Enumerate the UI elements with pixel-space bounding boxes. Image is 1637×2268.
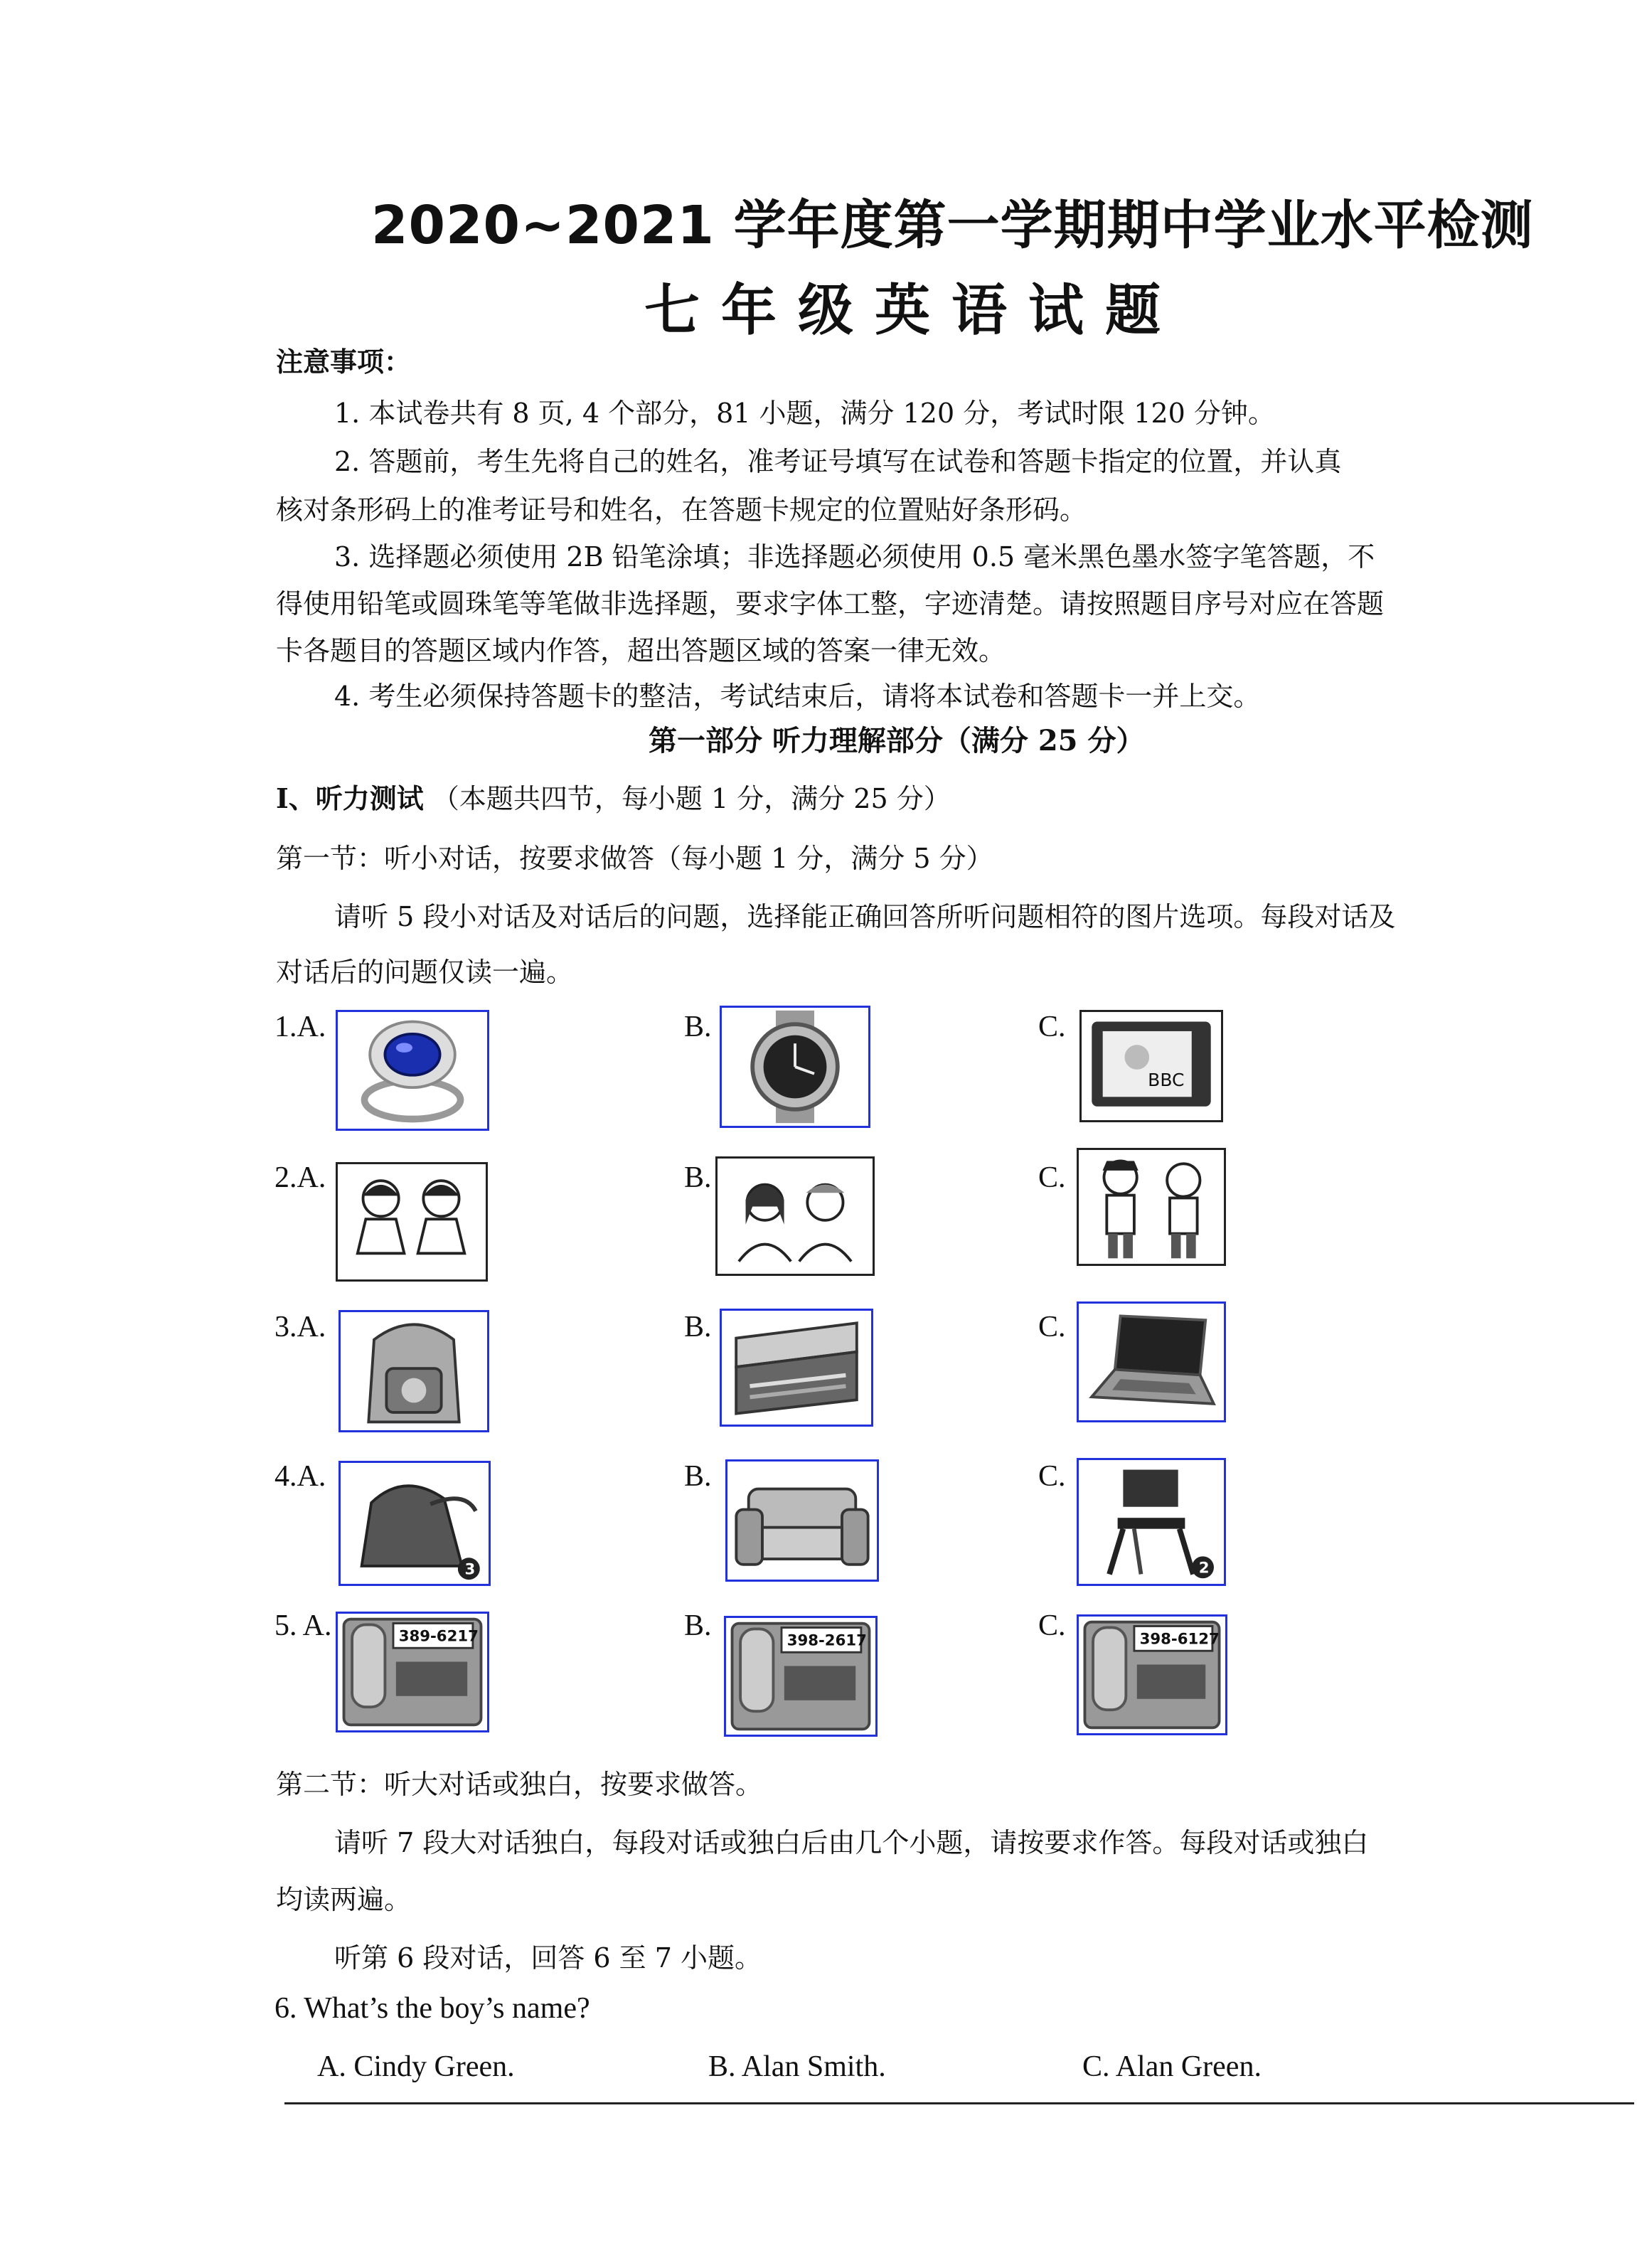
section-note: （本题共四节，每小题 1 分，满分 25 分） <box>432 783 951 814</box>
footer-divider <box>284 2102 1634 2104</box>
option-label: C. <box>1038 1311 1066 1343</box>
q6-option-a[interactable]: A. Cindy Green. <box>317 2050 515 2083</box>
badge-text: 3 <box>464 1560 476 1579</box>
option-image[interactable] <box>1077 1458 1226 1586</box>
notice-line: 1. 本试卷共有 8 页, 4 个部分，81 小题，满分 120 分，考试时限 120 分钟。 <box>334 398 1275 429</box>
option-label: C. <box>1038 1161 1066 1194</box>
option-label: C. <box>1038 1011 1066 1043</box>
bag-icon <box>341 1463 489 1584</box>
notice-line: 2. 答题前，考生先将自己的姓名，准考证号填写在试卷和答题卡指定的位置，并认真 <box>334 446 1342 477</box>
option-image[interactable] <box>720 1006 870 1128</box>
two-boys-icon <box>1079 1150 1224 1264</box>
subsection2-heading: 第二节：听大对话或独白，按要求做答。 <box>276 1769 763 1800</box>
option-label: C. <box>1038 1609 1066 1642</box>
option-image[interactable] <box>1077 1148 1226 1266</box>
option-image[interactable] <box>1077 1614 1227 1735</box>
option-label: B. <box>684 1011 712 1043</box>
question-number: 4.A. <box>274 1460 326 1493</box>
phone-number: 389-6217 <box>398 1627 479 1646</box>
laptop-icon <box>1079 1304 1224 1420</box>
option-image[interactable] <box>725 1459 879 1582</box>
instruction-line: 听第 6 段对话，回答 6 至 7 小题。 <box>334 1942 762 1974</box>
two-girls-icon <box>338 1164 486 1279</box>
question-number: 3.A. <box>274 1311 326 1343</box>
ring-icon <box>338 1012 487 1129</box>
tv-text: BBC <box>1148 1069 1185 1090</box>
option-label: B. <box>684 1161 712 1194</box>
notice-line: 4. 考生必须保持答题卡的整洁，考试结束后，请将本试卷和答题卡一并上交。 <box>334 681 1261 712</box>
question-6: 6. What’s the boy’s name? <box>274 1992 590 2025</box>
option-label: B. <box>684 1311 712 1343</box>
question-number: 5. A. <box>274 1609 332 1642</box>
phone-number: 398-6127 <box>1139 1630 1220 1649</box>
woman-man-icon <box>718 1159 873 1274</box>
option-image[interactable] <box>336 1162 488 1282</box>
notice-line: 卡各题目的答题区域内作答，超出答题区域的答案一律无效。 <box>276 635 1006 666</box>
question-number: 2.A. <box>274 1161 326 1194</box>
option-label: C. <box>1038 1460 1066 1493</box>
subsection1-heading: 第一节：听小对话，按要求做答（每小题 1 分，满分 5 分） <box>276 843 993 874</box>
chair-icon <box>1079 1460 1224 1584</box>
notice-line: 核对条形码上的准考证号和姓名，在答题卡规定的位置贴好条形码。 <box>276 494 1087 526</box>
notice-line: 3. 选择题必须使用 2B 铅笔涂填；非选择题必须使用 0.5 毫米黑色墨水签字笔答题，不 <box>334 541 1375 573</box>
option-image[interactable] <box>720 1309 873 1427</box>
option-image[interactable] <box>336 1010 489 1131</box>
option-image[interactable] <box>336 1612 489 1732</box>
q6-option-c[interactable]: C. Alan Green. <box>1082 2050 1262 2083</box>
option-image[interactable] <box>1079 1010 1223 1122</box>
section-heading <box>276 777 951 816</box>
option-image[interactable] <box>1077 1301 1226 1422</box>
option-image[interactable] <box>724 1616 878 1737</box>
phone-icon <box>726 1618 875 1735</box>
phone-icon <box>338 1614 487 1730</box>
option-image[interactable] <box>338 1461 491 1586</box>
notice-line: 得使用铅笔或圆珠笔等笔做非选择题，要求字体工整，字迹清楚。请按照题目序号对应在答题 <box>276 588 1385 619</box>
phone-icon <box>1079 1617 1225 1733</box>
pencil-case-icon <box>722 1311 871 1425</box>
backpack-icon <box>341 1312 487 1430</box>
notice-heading: 注意事项： <box>276 346 412 378</box>
exam-subtitle: 七年级英语试题 <box>644 279 1183 343</box>
phone-number: 398-2617 <box>786 1631 867 1650</box>
exam-title: 2020~2021 学年度第一学期期中学业水平检测 <box>371 195 1534 256</box>
sofa-icon <box>727 1462 877 1580</box>
option-image[interactable] <box>338 1310 489 1432</box>
question-number: 1.A. <box>274 1011 326 1043</box>
option-label: B. <box>684 1609 712 1642</box>
instruction-line: 均读两遍。 <box>276 1884 412 1915</box>
option-image[interactable] <box>715 1156 875 1276</box>
part1-heading: 第一部分 听力理解部分（满分 25 分） <box>649 724 1145 757</box>
watch-icon <box>722 1008 868 1126</box>
instruction-line: 请听 7 段大对话独白，每段对话或独白后由几个小题，请按要求作答。每段对话或独白 <box>334 1827 1369 1858</box>
q6-option-b[interactable]: B. Alan Smith. <box>708 2050 886 2083</box>
badge-text: 2 <box>1198 1559 1210 1577</box>
option-label: B. <box>684 1460 712 1493</box>
section-label: Ⅰ、听力测试 <box>276 782 424 814</box>
instruction-line: 对话后的问题仅读一遍。 <box>276 957 574 988</box>
tv-icon <box>1082 1012 1221 1120</box>
instruction-line: 请听 5 段小对话及对话后的问题，选择能正确回答所听问题相符的图片选项。每段对话及 <box>334 901 1396 932</box>
